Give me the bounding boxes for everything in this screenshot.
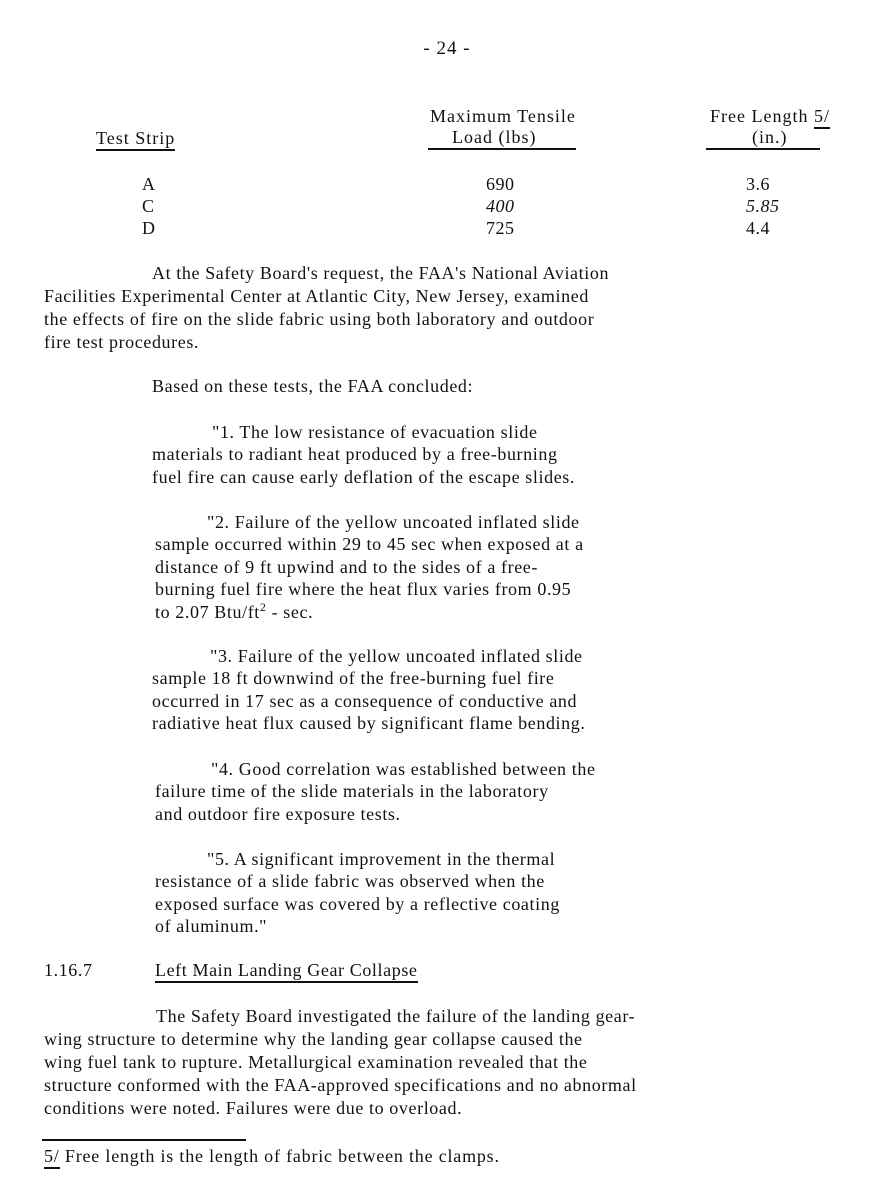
- row-a-length: 3.6: [746, 174, 770, 194]
- finding-2-line-5-text: to 2.07 Btu/ft: [155, 601, 260, 622]
- header-max-load-line1: Maximum Tensile: [430, 106, 576, 126]
- finding-2: [155, 511, 845, 623]
- intro-line-1: At the Safety Board's request, the FAA's National Aviation: [152, 263, 610, 283]
- finding-4-line-3: and outdoor fire exposure tests.: [155, 803, 401, 824]
- finding-1-line-1: "1. The low resistance of evacuation slide: [212, 422, 538, 442]
- header-free-length-line2: [706, 127, 820, 148]
- footnote-text: Free length is the length of fabric between the clamps.: [59, 1146, 500, 1166]
- footnote-marker: 5/: [44, 1146, 60, 1169]
- finding-3-line-2: sample 18 ft downwind of the free-burning fuel fire: [152, 668, 555, 689]
- finding-4: [155, 758, 845, 825]
- intro-paragraph: [44, 262, 864, 354]
- finding-1-line-2: materials to radiant heat produced by a free-burning: [152, 444, 558, 465]
- intro-line-4: fire test procedures.: [44, 332, 200, 352]
- row-c-load: 400: [486, 196, 515, 216]
- footnote-rule: [42, 1139, 246, 1141]
- intro-line-2: Facilities Experimental Center at Atlantic City, New Jersey, examined: [44, 286, 589, 306]
- section-paragraph: [44, 1005, 864, 1120]
- row-a-strip: A: [142, 174, 156, 194]
- section-line-1: The Safety Board investigated the failure of the landing gear-: [156, 1006, 636, 1026]
- section-line-2: wing structure to determine why the landing gear collapse caused the: [44, 1029, 583, 1049]
- header-free-length-text: Free Length: [710, 106, 809, 126]
- header-max-load-unit: Load (lbs): [428, 127, 576, 150]
- finding-2-line-5-tail: - sec.: [266, 601, 314, 622]
- finding-2-line-4: burning fuel fire where the heat flux varies from 0.95: [155, 579, 572, 600]
- finding-2-line-2: sample occurred within 29 to 45 sec when exposed at a: [155, 534, 584, 555]
- finding-2-superscript: 2: [259, 599, 267, 614]
- finding-1-line-3: fuel fire can cause early deflation of the escape slides.: [152, 466, 576, 487]
- finding-3-line-1: "3. Failure of the yellow uncoated inflated slide: [210, 646, 583, 666]
- row-c-strip: C: [142, 196, 155, 216]
- finding-4-line-2: failure time of the slide materials in the laboratory: [155, 781, 549, 802]
- row-d-strip: D: [142, 218, 156, 238]
- page-number: - 24 -: [423, 38, 471, 59]
- footnote-ref-5: 5/: [814, 106, 830, 129]
- footnote: [44, 1146, 500, 1167]
- row-a-load: 690: [486, 174, 515, 194]
- section-line-3: wing fuel tank to rupture. Metallurgical examination revealed that the: [44, 1052, 588, 1072]
- section-title-text: Left Main Landing Gear Collapse: [155, 960, 418, 983]
- header-max-load-line2: [428, 127, 576, 148]
- intro-line-3: the effects of fire on the slide fabric using both laboratory and outdoor: [44, 309, 595, 329]
- finding-4-line-1: "4. Good correlation was established between the: [211, 759, 596, 779]
- row-c-length: 5.85: [746, 196, 780, 216]
- header-test-strip-text: Test Strip: [96, 128, 175, 151]
- section-line-5: conditions were noted. Failures were due to overload.: [44, 1098, 463, 1118]
- finding-2-line-5: [155, 601, 845, 623]
- section-number: 1.16.7: [44, 960, 93, 980]
- finding-5-line-2: resistance of a slide fabric was observed when the: [155, 871, 545, 892]
- header-test-strip: [96, 128, 175, 149]
- finding-5-line-4: of aluminum.": [155, 916, 268, 937]
- finding-3: [152, 645, 842, 735]
- row-d-load: 725: [486, 218, 515, 238]
- finding-5: [155, 848, 845, 938]
- finding-2-line-3: distance of 9 ft upwind and to the sides of a free-: [155, 556, 538, 577]
- row-d-length: 4.4: [746, 218, 770, 238]
- section-line-4: structure conformed with the FAA-approved specifications and no abnormal: [44, 1075, 637, 1095]
- section-title: [155, 960, 418, 981]
- finding-1: [152, 421, 842, 488]
- finding-5-line-1: "5. A significant improvement in the thermal: [207, 849, 556, 869]
- header-free-length-line1: [710, 106, 830, 127]
- conclusion-lead: Based on these tests, the FAA concluded:: [152, 376, 474, 396]
- finding-3-line-4: radiative heat flux caused by significant flame bending.: [152, 713, 586, 734]
- header-free-length-unit: (in.): [706, 127, 820, 150]
- finding-2-line-1: "2. Failure of the yellow uncoated inflated slide: [207, 512, 580, 532]
- finding-5-line-3: exposed surface was covered by a reflective coating: [155, 893, 560, 914]
- finding-3-line-3: occurred in 17 sec as a consequence of conductive and: [152, 690, 578, 711]
